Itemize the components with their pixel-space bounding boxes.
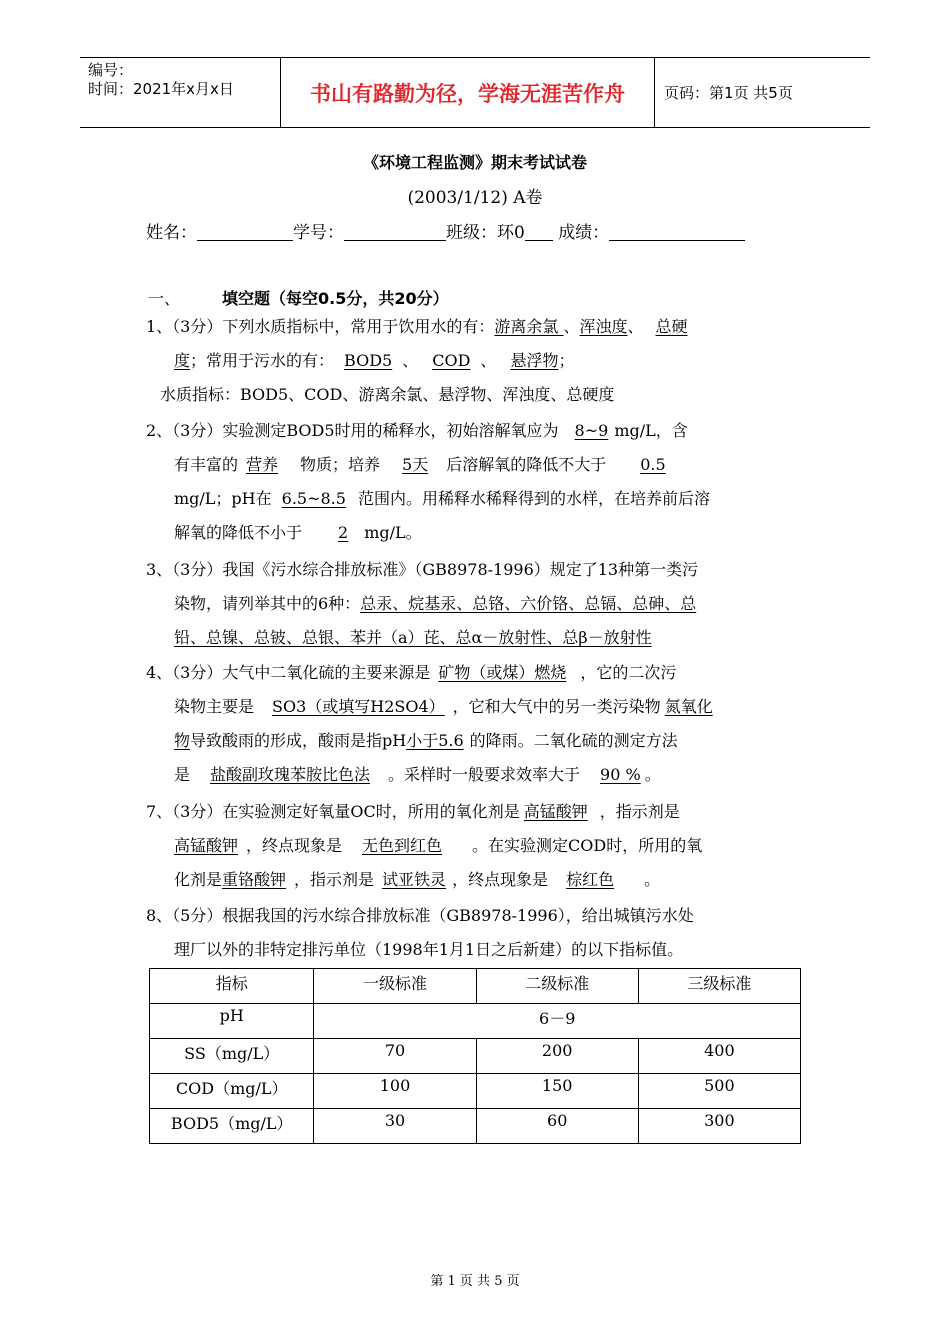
- name-label: 姓名：: [146, 223, 197, 243]
- q1-line2: [146, 344, 806, 378]
- table-cell: 300: [638, 1109, 800, 1144]
- q4-answer-5: 盐酸副玫瑰苯胺比色法: [210, 765, 371, 784]
- q1-answer-3-cont: 度: [174, 351, 191, 370]
- table-cell: 200: [476, 1039, 638, 1074]
- table-header-cell: 三级标准: [638, 969, 800, 1004]
- table-cell: 30: [314, 1109, 476, 1144]
- q7-text: ，指示剂是: [294, 870, 375, 889]
- q4-text: 。采样时一般要求效率大于: [388, 765, 581, 784]
- q1-sep: 、: [627, 317, 644, 336]
- q4-text: 导致酸雨的形成，酸雨是指pH: [190, 731, 407, 750]
- q8-line2: 理厂以外的非特定排污单位（1998年1月1日之后新建）的以下指标值。: [174, 940, 684, 959]
- table-header-cell: 指标: [150, 969, 314, 1004]
- q4-answer-1: 矿物（或煤）燃烧: [438, 663, 567, 682]
- q2-text: mg/L。: [364, 523, 422, 542]
- q4-text: 4、（3分）大气中二氧化硫的主要来源是: [146, 663, 431, 682]
- q3-text: 染物，请列举其中的6种：: [174, 594, 361, 613]
- q4-text: 的降雨。二氧化硫的测定方法: [469, 731, 678, 750]
- q4-text: 。: [644, 765, 661, 784]
- q1-sep: 、: [563, 317, 580, 336]
- question-7: [146, 795, 806, 897]
- serial-label: 编号：: [88, 61, 134, 79]
- q7-answer-5: 试亚铁灵: [382, 870, 447, 889]
- q1-answer-2: 浑浊度: [579, 317, 628, 336]
- q7-answer-1: 高锰酸钾: [523, 802, 588, 821]
- q2-line4: [146, 516, 806, 550]
- q2-text: 解氧的降低不小于: [174, 523, 303, 542]
- q1-answer-1: 游离余氯: [494, 317, 559, 336]
- table-cell: 500: [638, 1074, 800, 1109]
- q4-text: 是: [174, 765, 191, 784]
- q2-answer-3: 5天: [402, 455, 429, 474]
- score-label: 成绩：: [552, 223, 610, 243]
- table-cell: 400: [638, 1039, 800, 1074]
- table-cell: BOD5（mg/L）: [150, 1109, 314, 1144]
- q2-text: 有丰富的: [174, 455, 239, 474]
- q7-text: 。在实验测定COD时，所用的氧: [472, 836, 703, 855]
- page-title: 《环境工程监测》期末考试试卷: [362, 153, 587, 172]
- q2-answer-5: 6.5~8.5: [281, 489, 346, 508]
- q4-answer-3: 氮氧化: [664, 697, 713, 716]
- q7-answer-3: 无色到红色: [362, 836, 443, 855]
- table-header-cell: 一级标准: [314, 969, 476, 1004]
- id-blank[interactable]: [344, 223, 446, 241]
- header-table: [80, 57, 870, 128]
- table-row: [150, 1074, 801, 1109]
- table-cell: 60: [476, 1109, 638, 1144]
- page-subtitle: (2003/1/12) A卷: [407, 188, 543, 208]
- section-title: 填空题（每空0.5分，共20分）: [222, 289, 449, 308]
- q2-text: mg/L，含: [614, 421, 688, 440]
- q4-line2: [146, 690, 806, 724]
- q4-line4: [146, 758, 806, 792]
- q1-text: 1、（3分）下列水质指标中，常用于饮用水的有：: [146, 317, 495, 336]
- q7-text: ，终点现象是: [452, 870, 549, 889]
- q7-text: ，指示剂是: [599, 802, 680, 821]
- score-blank[interactable]: [609, 223, 745, 241]
- q3-answer-1: 总汞、烷基汞、总铬、六价铬、总镉、总砷、总: [360, 594, 697, 613]
- table-header-row: [150, 969, 801, 1004]
- q4-answer-4: 小于5.6: [406, 731, 464, 750]
- table-row: [150, 1109, 801, 1144]
- q1-answer-4: BOD5: [344, 351, 393, 370]
- table-row: [150, 1004, 801, 1039]
- table-cell: 6－9: [314, 1004, 801, 1039]
- q3-line1: 3、（3分）我国《污水综合排放标准》（GB8978-1996）规定了13种第一类污: [146, 560, 699, 579]
- q7-answer-2: 高锰酸钾: [174, 836, 239, 855]
- q1-line3: 水质指标：BOD5、COD、游离余氯、悬浮物、浑浊度、总硬度: [160, 385, 615, 404]
- q7-answer-4: 重铬酸钾: [222, 870, 287, 889]
- q2-text: 范围内。用稀释水稀释得到的水样，在培养前后溶: [357, 489, 710, 508]
- q4-answer-6: 90 %: [600, 765, 641, 784]
- q7-text: 化剂是: [174, 870, 223, 889]
- q4-answer-3-cont: 物: [174, 731, 191, 750]
- q1-answer-5: COD: [432, 351, 471, 370]
- table-cell: 70: [314, 1039, 476, 1074]
- q7-line3: [146, 863, 806, 897]
- time-label: 时间：2021年x月x日: [88, 80, 234, 98]
- question-4: [146, 656, 806, 792]
- name-blank[interactable]: [197, 223, 293, 241]
- question-2: [146, 414, 806, 550]
- header-page-info: 页码：第1页 共5页: [664, 84, 793, 102]
- class-label: 班级：环0: [446, 223, 525, 243]
- q4-line3: [146, 724, 806, 758]
- q3-line3: [146, 621, 806, 655]
- q1-answer-3: 总硬: [655, 317, 688, 336]
- q2-answer-4: 0.5: [640, 455, 666, 474]
- q1-answer-6: 悬浮物: [510, 351, 559, 370]
- q3-line2: [146, 587, 806, 621]
- q1-sep: 、: [480, 351, 497, 370]
- q4-text: ，它和大气中的另一类污染物: [452, 697, 661, 716]
- table-cell: pH: [150, 1004, 314, 1039]
- standards-table: [149, 968, 801, 1144]
- q7-answer-6: 棕红色: [566, 870, 615, 889]
- q2-answer-6: 2: [338, 523, 349, 542]
- page-footer: 第 1 页 共 5 页: [430, 1274, 520, 1289]
- q4-text: ，它的二次污: [580, 663, 677, 682]
- table-row: [150, 1039, 801, 1074]
- q7-line2: [146, 829, 806, 863]
- q4-text: 染物主要是: [174, 697, 255, 716]
- q2-text: mg/L；pH在: [174, 489, 272, 508]
- section-heading: [148, 286, 449, 309]
- question-8: [146, 899, 806, 967]
- q2-line2: [146, 448, 806, 482]
- q2-text: 后溶解氧的降低不大于: [446, 455, 607, 474]
- q2-answer-2: 营养: [246, 455, 279, 474]
- q8-line1: 8、（5分）根据我国的污水综合排放标准（GB8978-1996），给出城镇污水处: [146, 906, 694, 925]
- q1-text: ；: [558, 351, 575, 370]
- q7-text: ，终点现象是: [246, 836, 343, 855]
- q2-line3: [146, 482, 806, 516]
- class-blank[interactable]: [525, 223, 553, 241]
- table-cell: SS（mg/L）: [150, 1039, 314, 1074]
- q4-line1: [146, 656, 806, 690]
- section-number: 一、: [148, 289, 181, 308]
- q1-line1: [146, 310, 806, 344]
- table-cell: 100: [314, 1074, 476, 1109]
- q2-line1: [146, 414, 806, 448]
- q2-answer-1: 8~9: [574, 421, 609, 440]
- id-label: 学号：: [293, 223, 344, 243]
- question-3: [146, 553, 806, 655]
- q1-text: ；常用于污水的有：: [190, 351, 335, 370]
- q7-text: 7、（3分）在实验测定好氧量OC时，所用的氧化剂是: [146, 802, 520, 821]
- q1-sep: 、: [402, 351, 419, 370]
- student-info: [146, 218, 745, 243]
- table-cell: COD（mg/L）: [150, 1074, 314, 1109]
- q2-text: 物质；培养: [300, 455, 381, 474]
- q2-text: 2、（3分）实验测定BOD5时用的稀释水，初始溶解氧应为: [146, 421, 559, 440]
- q7-line1: [146, 795, 806, 829]
- table-cell: 150: [476, 1074, 638, 1109]
- q7-text: 。: [644, 870, 661, 889]
- q4-answer-2: SO3（或填写H2SO4）: [272, 697, 445, 716]
- header-meta: [80, 58, 281, 127]
- header-motto: 书山有路勤为径，学海无涯苦作舟: [281, 58, 655, 127]
- question-1: [146, 310, 806, 412]
- table-header-cell: 二级标准: [476, 969, 638, 1004]
- q3-answer-2: 铅、总镍、总铍、总银、苯并（a）芘、总α－放射性、总β－放射性: [174, 628, 652, 647]
